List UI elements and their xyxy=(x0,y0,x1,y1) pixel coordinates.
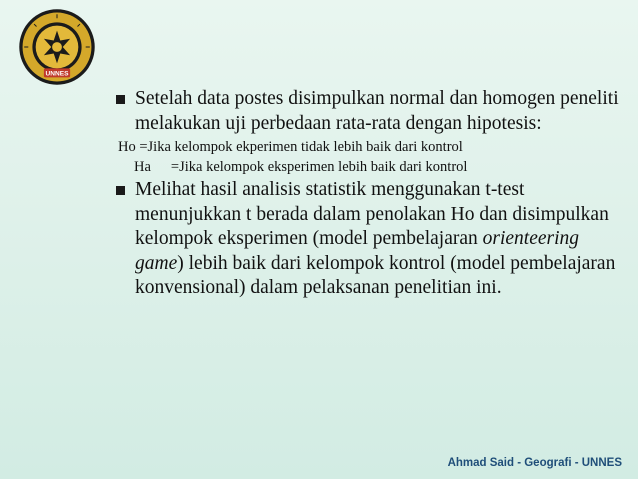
footer-author: Ahmad Said - Geografi - UNNES xyxy=(447,457,622,469)
slide-content xyxy=(118,87,623,301)
bullet-2-text-after: ) lebih baik dari kelompok kontrol (model pembelajaran konvensional) dalam pelaksanan penelitian ini. xyxy=(135,252,616,298)
hypothesis-ha-label: Ha xyxy=(134,158,151,175)
bullet-1-text: Setelah data postes disimpulkan normal dan homogen peneliti melakukan uji perbedaan rata-rata dengan hipotesis: xyxy=(135,88,619,134)
square-bullet-icon xyxy=(116,95,125,104)
hypothesis-block xyxy=(118,138,623,177)
bullet-2-text-before: Melihat hasil analisis statistik menggunakan t-test menunjukkan t berada dalam penolakan Ho dan disimpulkan kelompok eksperimen (model pembelajaran xyxy=(135,179,609,249)
logo-text: UNNES xyxy=(45,70,69,78)
university-logo-icon xyxy=(16,6,98,88)
hypothesis-ha xyxy=(118,158,623,178)
hypothesis-ha-text: =Jika kelompok eksperimen lebih baik dari kontrol xyxy=(170,158,468,175)
bullet-point-2 xyxy=(118,178,623,301)
square-bullet-icon xyxy=(116,186,125,195)
bullet-point-1 xyxy=(118,87,623,136)
bullet-2-italic-term: orienteering game xyxy=(135,228,580,274)
hypothesis-ho: Ho =Jika kelompok ekperimen tidak lebih baik dari kontrol xyxy=(118,139,463,155)
